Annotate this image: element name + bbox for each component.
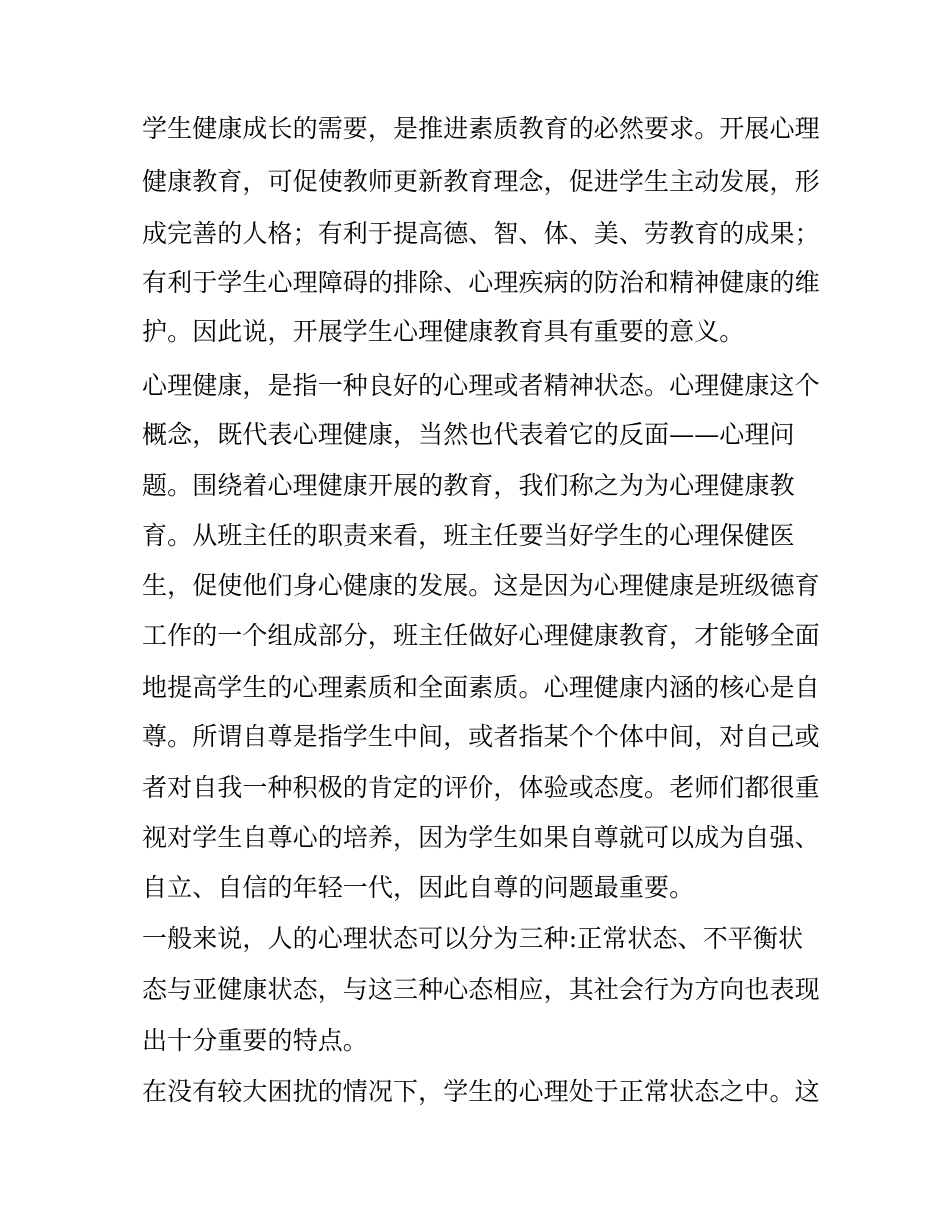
text-line: 概念，既代表心理健康，当然也代表着它的反面——心理问: [142, 420, 795, 449]
text-line: 自立、自信的年轻一代，因此自尊的问题最重要。: [142, 873, 695, 902]
text-line: 态与亚健康状态，与这三种心态相应，其社会行为方向也表现: [142, 975, 820, 1004]
text-line: 题。围绕着心理健康开展的教育，我们称之为为心理健康教: [142, 471, 795, 500]
text-line: 一般来说，人的心理状态可以分为三种:正常状态、不平衡状: [142, 924, 804, 953]
text-line: 健康教育，可促使教师更新教育理念，促进学生主动发展，形: [142, 167, 820, 196]
text-line: 有利于学生心理障碍的排除、心理疾病的防治和精神健康的维: [142, 268, 820, 297]
text-line: 学生健康成长的需要，是推进素质教育的必然要求。开展心理: [142, 114, 820, 143]
text-line: 成完善的人格；有利于提高德、智、体、美、劳教育的成果；: [142, 219, 820, 248]
text-line: 育。从班主任的职责来看，班主任要当好学生的心理保健医: [142, 521, 795, 550]
text-line: 在没有较大困扰的情况下，学生的心理处于正常状态之中。这: [142, 1077, 820, 1106]
text-line: 地提高学生的心理素质和全面素质。心理健康内涵的核心是自: [142, 673, 820, 702]
text-line: 护。因此说，开展学生心理健康教育具有重要的意义。: [142, 317, 745, 346]
text-line: 工作的一个组成部分，班主任做好心理健康教育，才能够全面: [142, 621, 820, 650]
text-line: 心理健康，是指一种良好的心理或者精神状态。心理健康这个: [142, 371, 820, 400]
text-line: 尊。所谓自尊是指学生中间，或者指某个个体中间，对自己或: [142, 722, 820, 751]
text-line: 者对自我一种积极的肯定的评价，体验或态度。老师们都很重: [142, 773, 820, 802]
text-line: 视对学生自尊心的培养，因为学生如果自尊就可以成为自强、: [142, 823, 820, 852]
text-line: 生，促使他们身心健康的发展。这是因为心理健康是班级德育: [142, 571, 820, 600]
text-line: 出十分重要的特点。: [142, 1026, 368, 1055]
